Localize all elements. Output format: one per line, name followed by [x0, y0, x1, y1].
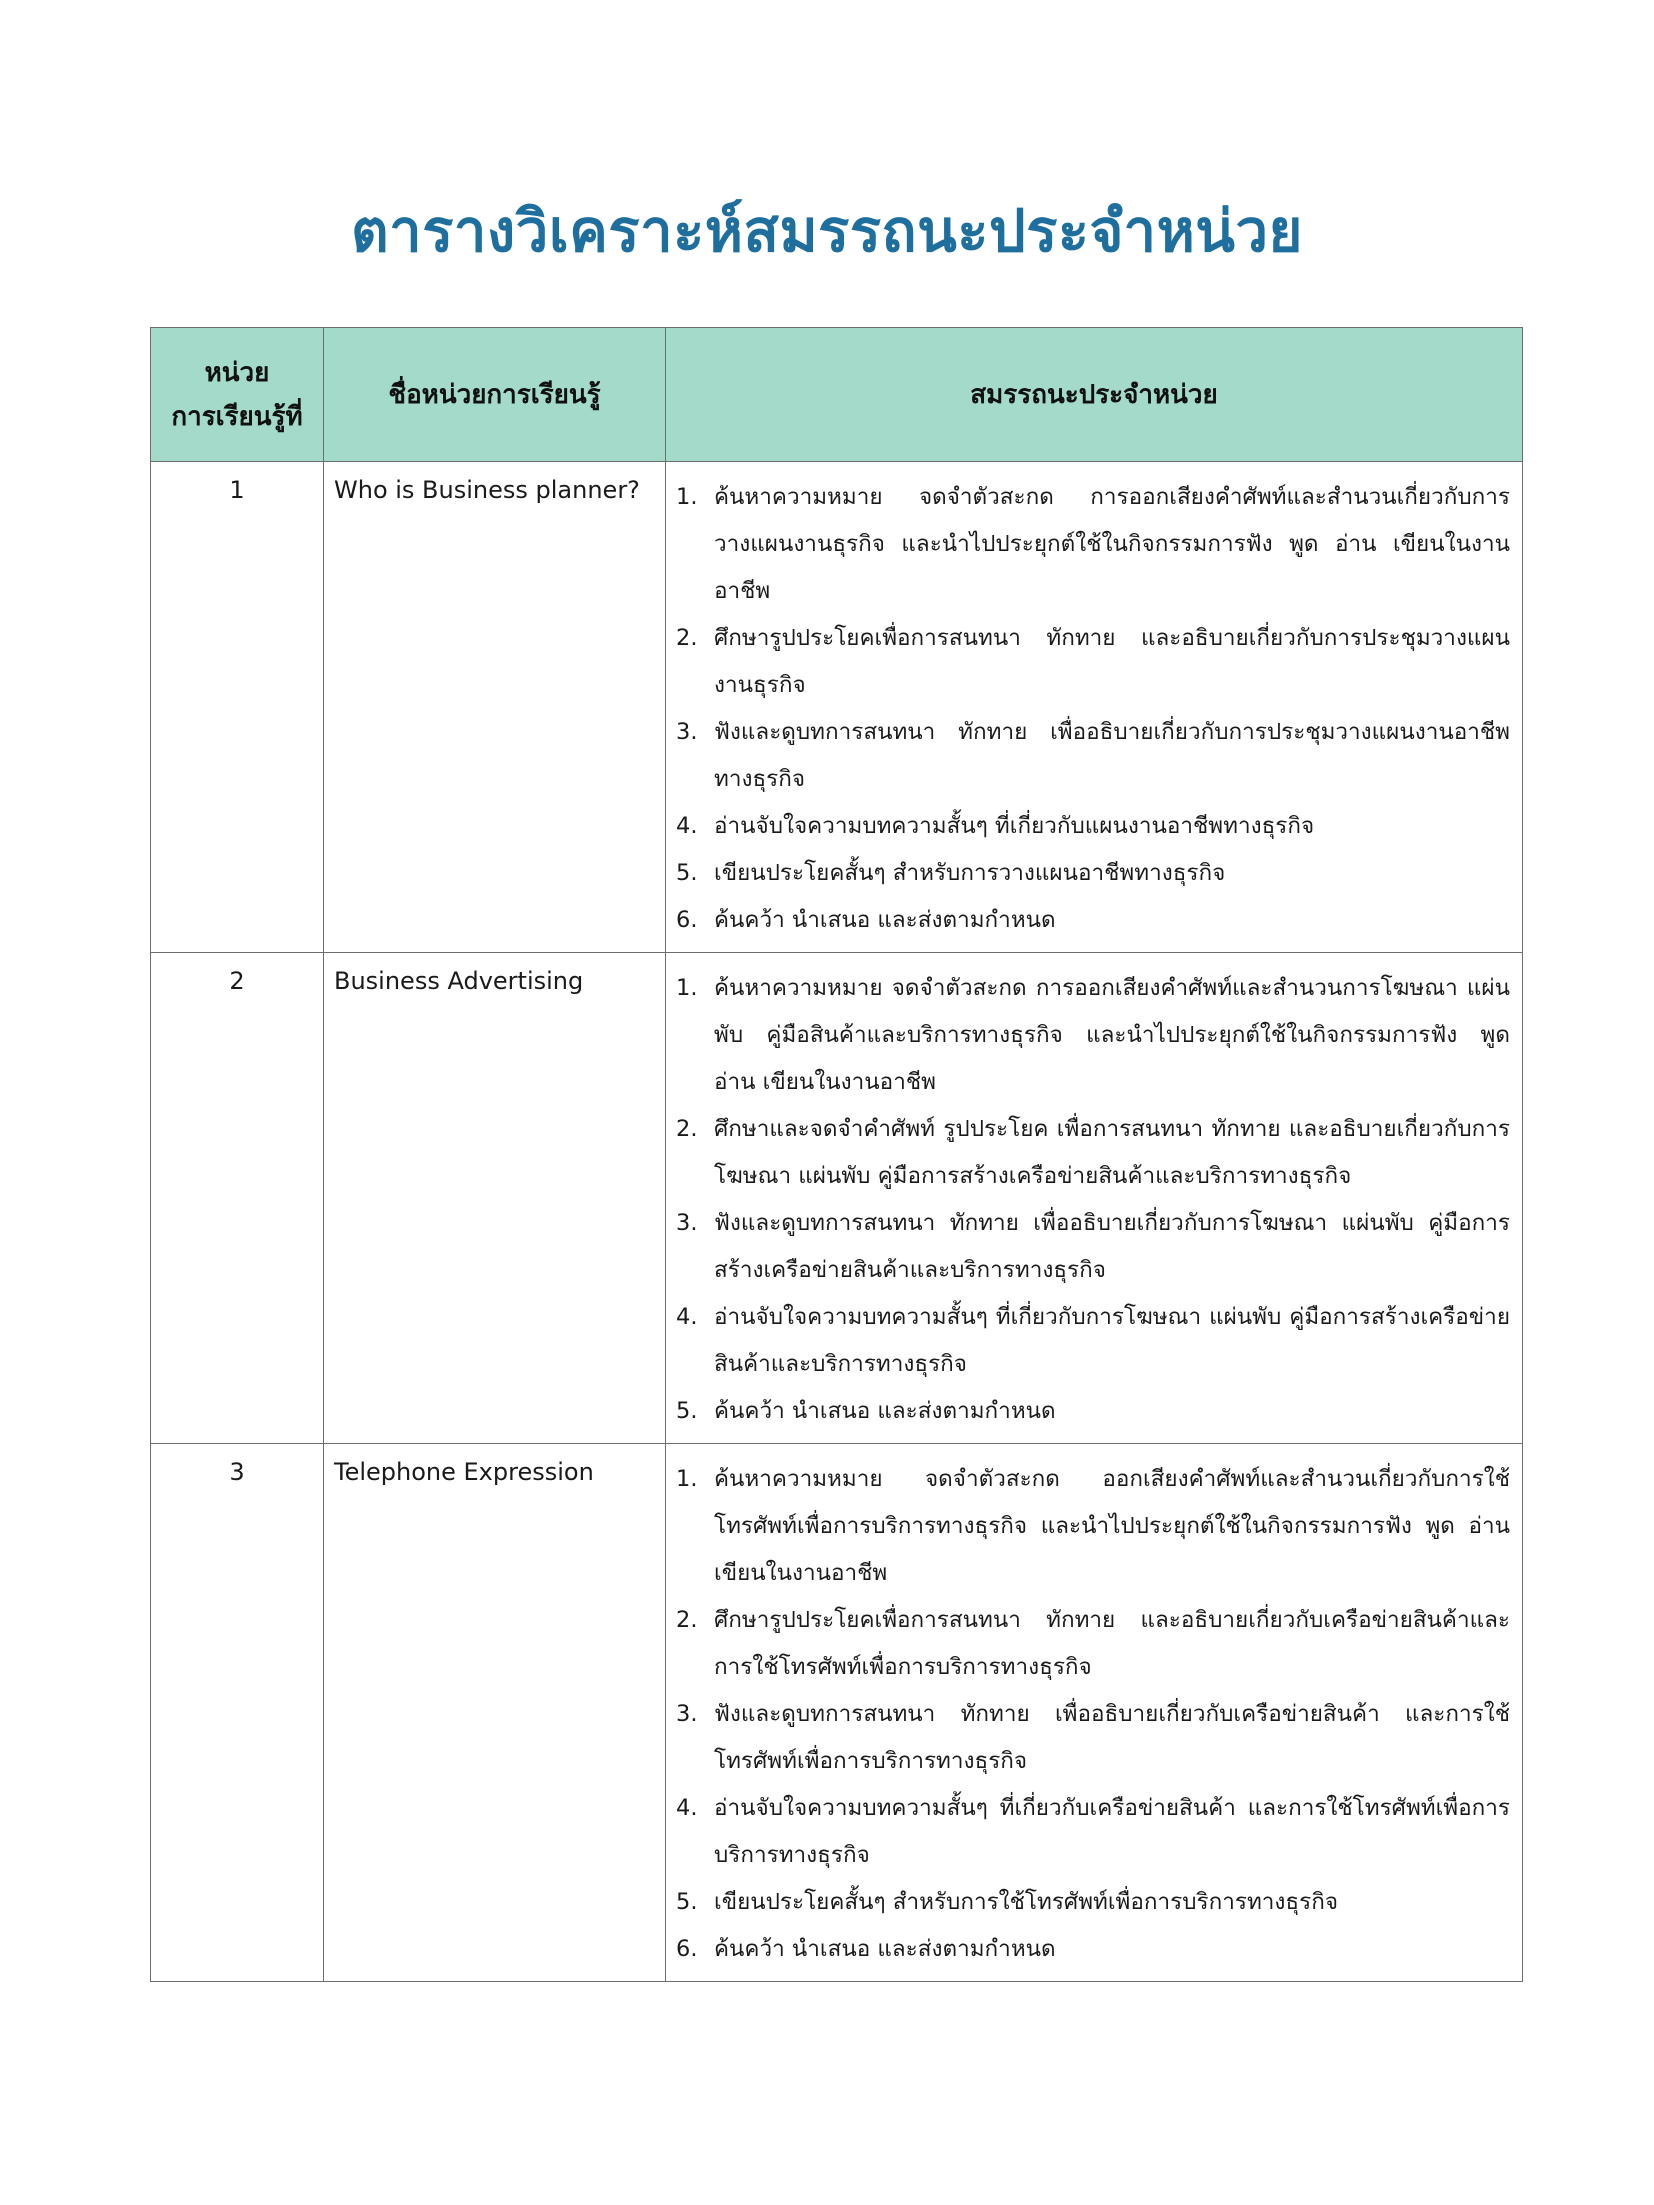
- unit-number-cell: 2: [151, 953, 324, 1444]
- competency-item: [676, 965, 1510, 1106]
- unit-number-cell: 3: [151, 1444, 324, 1982]
- competency-item: [676, 1388, 1510, 1435]
- competency-cell: [666, 953, 1523, 1444]
- competency-item-number: 3.: [676, 719, 698, 745]
- table-row: [151, 953, 1523, 1444]
- competency-item-number: 6.: [676, 1936, 698, 1962]
- competency-item: [676, 1294, 1510, 1388]
- unit-name-cell: Telephone Expression: [324, 1444, 666, 1982]
- competency-item-number: 1.: [676, 484, 698, 510]
- competency-item: [676, 474, 1510, 615]
- competency-item-number: 2.: [676, 1116, 698, 1142]
- competency-item-number: 4.: [676, 1795, 698, 1821]
- competency-item: [676, 1926, 1510, 1973]
- competency-item-number: 4.: [676, 813, 698, 839]
- competency-item-text: ค้นคว้า นำเสนอ และส่งตามกำหนด: [714, 907, 1056, 933]
- competency-item-text: เขียนประโยคสั้นๆ สำหรับการวางแผนอาชีพทางธุรกิจ: [714, 860, 1226, 886]
- competency-list: [676, 474, 1510, 944]
- competency-item-number: 5.: [676, 860, 698, 886]
- competency-item: [676, 897, 1510, 944]
- table-row: [151, 1444, 1523, 1982]
- competency-item-number: 5.: [676, 1889, 698, 1915]
- competency-item-number: 6.: [676, 907, 698, 933]
- competency-item: [676, 1456, 1510, 1597]
- competency-item-text: ค้นคว้า นำเสนอ และส่งตามกำหนด: [714, 1936, 1056, 1962]
- competency-item-text: อ่านจับใจความบทความสั้นๆ ที่เกี่ยวกับเครือข่ายสินค้า และการใช้โทรศัพท์เพื่อการบริการทางธุรกิจ: [714, 1795, 1510, 1868]
- competency-cell: [666, 1444, 1523, 1982]
- competency-item: [676, 1597, 1510, 1691]
- competency-item-text: ฟังและดูบทการสนทนา ทักทาย เพื่ออธิบายเกี่ยวกับเครือข่ายสินค้า และการใช้โทรศัพท์เพื่อการบริการทางธุรกิจ: [714, 1701, 1510, 1774]
- competency-item: [676, 1785, 1510, 1879]
- competency-item: [676, 1879, 1510, 1926]
- table-body: [151, 462, 1523, 1982]
- competency-item-text: ค้นหาความหมาย จดจำตัวสะกด การออกเสียงคำศัพท์และสำนวนการโฆษณา แผ่นพับ คู่มือสินค้าและบริการทางธุรกิจ และนำไปประยุกต์ใช้ในกิจกรรมการฟัง พูด อ่าน เขียนในงานอาชีพ: [714, 975, 1510, 1095]
- competency-item-number: 4.: [676, 1304, 698, 1330]
- competency-item: [676, 615, 1510, 709]
- competency-item-text: อ่านจับใจความบทความสั้นๆ ที่เกี่ยวกับการโฆษณา แผ่นพับ คู่มือการสร้างเครือข่ายสินค้าและบริการทางธุรกิจ: [714, 1304, 1510, 1377]
- header-competency: สมรรถนะประจำหน่วย: [666, 328, 1523, 462]
- competency-item-text: ฟังและดูบทการสนทนา ทักทาย เพื่ออธิบายเกี่ยวกับการโฆษณา แผ่นพับ คู่มือการสร้างเครือข่ายสินค้าและบริการทางธุรกิจ: [714, 1210, 1510, 1283]
- header-unit-number: [151, 328, 324, 462]
- competency-item-number: 2.: [676, 625, 698, 651]
- competency-item-number: 1.: [676, 1466, 698, 1492]
- competency-item-text: ค้นหาความหมาย จดจำตัวสะกด การออกเสียงคำศัพท์และสำนวนเกี่ยวกับการวางแผนงานธุรกิจ และนำไปประยุกต์ใช้ในกิจกรรมการฟัง พูด อ่าน เขียนในงานอาชีพ: [714, 484, 1510, 604]
- unit-name-cell: Business Advertising: [324, 953, 666, 1444]
- competency-item-text: อ่านจับใจความบทความสั้นๆ ที่เกี่ยวกับแผนงานอาชีพทางธุรกิจ: [714, 813, 1315, 839]
- header-unit-number-line1: หน่วย: [204, 357, 270, 388]
- unit-number-cell: 1: [151, 462, 324, 953]
- competency-list: [676, 965, 1510, 1435]
- competency-item: [676, 803, 1510, 850]
- competency-item-text: ศึกษาและจดจำคำศัพท์ รูปประโยค เพื่อการสนทนา ทักทาย และอธิบายเกี่ยวกับการโฆษณา แผ่นพับ คู่มือการสร้างเครือข่ายสินค้าและบริการทางธุรกิจ: [714, 1116, 1510, 1189]
- table-header-row: [151, 328, 1523, 462]
- competency-list: [676, 1456, 1510, 1973]
- competency-cell: [666, 462, 1523, 953]
- competency-item-text: ฟังและดูบทการสนทนา ทักทาย เพื่ออธิบายเกี่ยวกับการประชุมวางแผนงานอาชีพทางธุรกิจ: [714, 719, 1510, 792]
- header-unit-number-line2: การเรียนรู้ที่: [171, 401, 303, 432]
- competency-item: [676, 850, 1510, 897]
- competency-item-number: 3.: [676, 1210, 698, 1236]
- unit-name-cell: Who is Business planner?: [324, 462, 666, 953]
- competency-item: [676, 1200, 1510, 1294]
- competency-item-number: 5.: [676, 1398, 698, 1424]
- competency-item: [676, 1106, 1510, 1200]
- competency-item-text: ค้นคว้า นำเสนอ และส่งตามกำหนด: [714, 1398, 1056, 1424]
- competency-item-text: ศึกษารูปประโยคเพื่อการสนทนา ทักทาย และอธิบายเกี่ยวกับเครือข่ายสินค้าและการใช้โทรศัพท์เพื่อการบริการทางธุรกิจ: [714, 1607, 1510, 1680]
- competency-item: [676, 709, 1510, 803]
- competency-item-number: 2.: [676, 1607, 698, 1633]
- competency-item-number: 3.: [676, 1701, 698, 1727]
- competency-item-text: ค้นหาความหมาย จดจำตัวสะกด ออกเสียงคำศัพท์และสำนวนเกี่ยวกับการใช้โทรศัพท์เพื่อการบริการทางธุรกิจ และนำไปประยุกต์ใช้ในกิจกรรมการฟัง พูด อ่าน เขียนในงานอาชีพ: [714, 1466, 1510, 1586]
- competency-item-number: 1.: [676, 975, 698, 1001]
- competency-item: [676, 1691, 1510, 1785]
- competency-item-text: ศึกษารูปประโยคเพื่อการสนทนา ทักทาย และอธิบายเกี่ยวกับการประชุมวางแผนงานธุรกิจ: [714, 625, 1510, 698]
- competency-table: [150, 327, 1523, 1982]
- competency-item-text: เขียนประโยคสั้นๆ สำหรับการใช้โทรศัพท์เพื่อการบริการทางธุรกิจ: [714, 1889, 1339, 1915]
- table-row: [151, 462, 1523, 953]
- header-unit-name: ชื่อหน่วยการเรียนรู้: [324, 328, 666, 462]
- page-title: ตารางวิเคราะห์สมรรถนะประจำหน่วย: [350, 196, 1304, 265]
